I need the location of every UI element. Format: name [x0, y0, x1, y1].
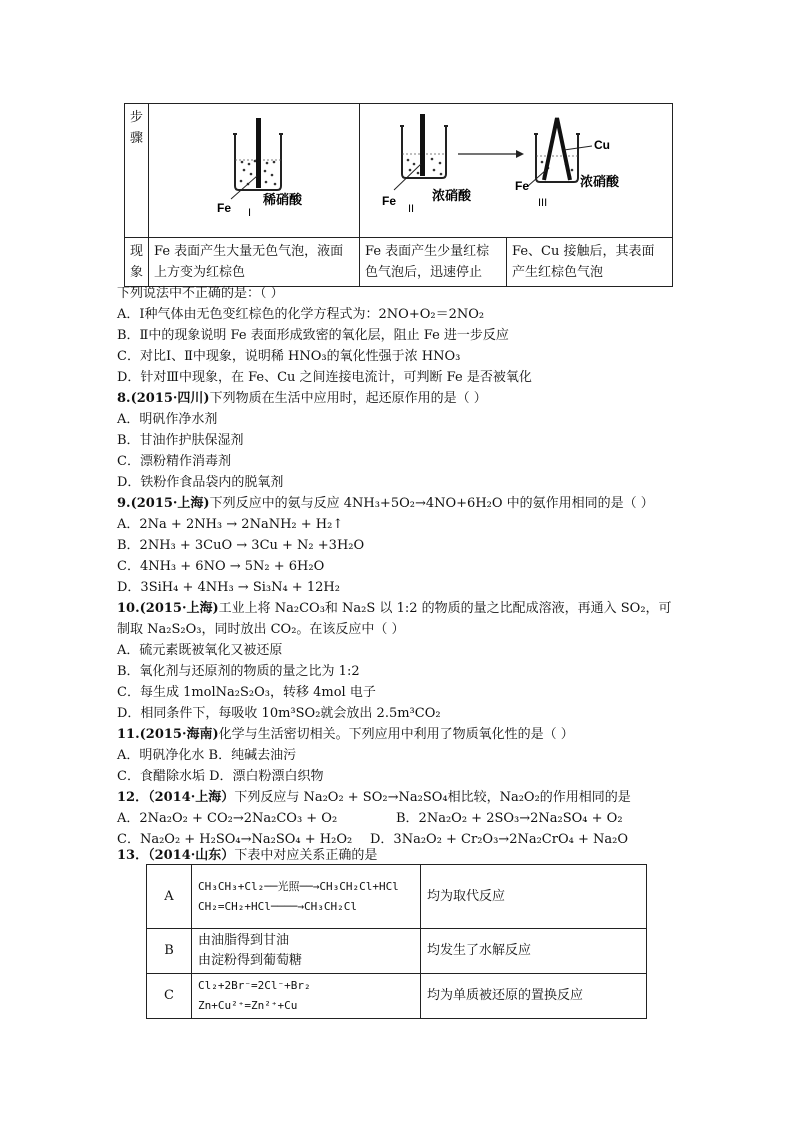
row-c-reactions: [192, 974, 421, 1019]
beaker-2-3-figure: [360, 104, 672, 230]
fig2-metal: Fe: [382, 194, 397, 208]
row-c-line1: Cl₂+2Br⁻=2Cl⁻+Br₂: [198, 979, 311, 992]
q12-option-d: D．3Na₂O₂ + Cr₂O₃→2Na₂CrO₄ + Na₂O: [370, 832, 628, 847]
q9-option-c: C．4NH₃ + 6NO → 5N₂ + 6H₂O: [117, 559, 325, 574]
q8-text: 下列物质在生活中应用时，起还原作用的是（ ）: [209, 391, 487, 406]
q9-option-b: B．2NH₃ + 3CuO → 3Cu + N₂ +3H₂O: [117, 538, 365, 553]
q8-option-b: B．甘油作护肤保湿剂: [117, 433, 244, 448]
table-row: [147, 974, 647, 1019]
figure-1-cell: [149, 104, 360, 238]
q13-stem: [117, 846, 377, 866]
q10-option-a: A．硫元素既被氧化又被还原: [117, 643, 283, 658]
beaker-3: [536, 134, 578, 182]
q13-text: 下表中对应关系正确的是: [234, 848, 378, 863]
phenomenon-2: Fe 表面产生少量红棕色气泡后，迅速停止: [360, 238, 507, 287]
fig3-other: Cu: [594, 138, 611, 152]
q11-text: 化学与生活密切相关。下列应用中利用了物质氧化性的是（ ）: [218, 727, 574, 742]
fig1-metal: Fe: [217, 201, 232, 215]
row-a-reactions: [192, 865, 421, 929]
fig3-acid: 浓硝酸: [580, 174, 620, 189]
q12-text: 下列反应与 Na₂O₂ + SO₂→Na₂SO₄相比较，Na₂O₂的作用相同的是: [234, 790, 631, 805]
q10-option-d: D．相同条件下，每吸收 10m³SO₂就会放出 2.5m³CO₂: [117, 706, 441, 721]
q12-option-a: A．2Na₂O₂ + CO₂→2Na₂CO₃ + O₂: [117, 811, 338, 826]
q8-option-a: A．明矾作净水剂: [117, 412, 218, 427]
q10-stem: [117, 599, 672, 619]
q12-option-b: B．2Na₂O₂ + 2SO₃→2Na₂SO₄ + O₂: [396, 811, 623, 826]
q7-option-a: A．Ⅰ种气体由无色变红棕色的化学方程式为：2NO+O₂＝2NO₂: [117, 307, 485, 322]
fig2-acid: 浓硝酸: [432, 188, 472, 203]
phenomenon-label: 现象: [125, 238, 149, 287]
fe-cu-rods: [544, 118, 570, 180]
q11-number: 11.(2015·海南): [117, 727, 219, 742]
q10-stem-2: 制取 Na₂S₂O₃，同时放出 CO₂。在该反应中（ ）: [117, 622, 405, 637]
q8-option-d: D．铁粉作食品袋内的脱氧剂: [117, 475, 284, 490]
step-label: 步骤: [125, 104, 149, 238]
q9-text: 下列反应中的氨与反应 4NH₃+5O₂→4NO+6H₂O 中的氨作用相同的是（ ）: [209, 496, 654, 511]
q7-stem: 下列说法中不正确的是：（ ）: [117, 286, 284, 301]
q7-option-b: B．Ⅱ中的现象说明 Fe 表面形成致密的氧化层，阻止 Fe 进一步反应: [117, 328, 509, 343]
fig3-numeral: III: [538, 197, 548, 209]
q12-option-c: C．Na₂O₂ + H₂SO₄→Na₂SO₄ + H₂O₂: [117, 832, 353, 847]
q8-number: 8.(2015·四川): [117, 391, 210, 406]
phenomenon-3: Fe、Cu 接触后，其表面产生红棕色气泡: [507, 238, 673, 287]
q7-option-d: D．针对Ⅲ中现象，在 Fe、Cu 之间连接电流计，可判断 Fe 是否被氧化: [117, 370, 532, 385]
q9-stem: [117, 494, 654, 514]
row-b-key: B: [147, 929, 192, 974]
row-c-key: C: [147, 974, 192, 1019]
q8-stem: [117, 389, 487, 409]
q10-option-b: B．氧化剂与还原剂的物质的量之比为 1:2: [117, 664, 360, 679]
row-b-result: 均发生了水解反应: [421, 929, 647, 974]
q13-number: 13．（2014·山东）: [117, 848, 235, 863]
row-a-result: 均为取代反应: [421, 865, 647, 929]
experiment-table: [124, 103, 673, 287]
row-a-key: A: [147, 865, 192, 929]
row-b-line2: 由淀粉得到葡萄糖: [198, 953, 303, 968]
row-c-line2: Zn+Cu²⁺=Zn²⁺+Cu: [198, 999, 298, 1012]
row-a-line1: CH₃CH₃+Cl₂──光照──→CH₃CH₂Cl+HCl: [198, 879, 399, 893]
q9-option-a: A．2Na + 2NH₃ → 2NaNH₂ + H₂↑: [117, 517, 344, 532]
fig1-acid: 稀硝酸: [263, 192, 303, 207]
row-a-line2: CH₂=CH₂+HCl────→CH₃CH₂Cl: [198, 899, 357, 913]
q7-option-c: C．对比Ⅰ、Ⅱ中现象，说明稀 HNO₃的氧化性强于浓 HNO₃: [117, 349, 461, 364]
q12-stem: [117, 788, 631, 808]
q9-number: 9.(2015·上海): [117, 496, 210, 511]
row-c-result: 均为单质被还原的置换反应: [421, 974, 647, 1019]
table-row: [147, 865, 647, 929]
q12-number: 12．（2014·上海）: [117, 790, 235, 805]
q8-option-c: C．漂粉精作消毒剂: [117, 454, 231, 469]
q11-options-ab: A．明矾净化水 B．纯碱去油污: [117, 748, 297, 763]
table-row: [147, 929, 647, 974]
fig2-numeral: II: [408, 203, 415, 215]
phenomenon-1: Fe 表面产生大量无色气泡，液面上方变为红棕色: [149, 238, 360, 287]
fig1-numeral: I: [248, 207, 252, 219]
beaker-1-figure: [149, 104, 359, 230]
q13-table: [146, 864, 647, 1019]
row-b-reactions: [192, 929, 421, 974]
fe-rod-1: [256, 118, 261, 188]
fig3-metal: Fe: [515, 179, 530, 193]
row-b-line1: 由油脂得到甘油: [198, 933, 290, 948]
q11-stem: [117, 725, 574, 745]
fe-rod-2: [420, 114, 425, 176]
q10-option-c: C．每生成 1molNa₂S₂O₃，转移 4mol 电子: [117, 685, 376, 700]
q10-text: 工业上将 Na₂CO₃和 Na₂S 以 1:2 的物质的量之比配成溶液，再通入 SO₂，可: [218, 601, 672, 616]
figure-2-3-cell: [360, 104, 673, 238]
q10-number: 10.(2015·上海): [117, 601, 219, 616]
q11-options-cd: C．食醋除水垢 D．漂白粉漂白织物: [117, 769, 324, 784]
q9-option-d: D．3SiH₄ + 4NH₃ → Si₃N₄ + 12H₂: [117, 580, 340, 595]
